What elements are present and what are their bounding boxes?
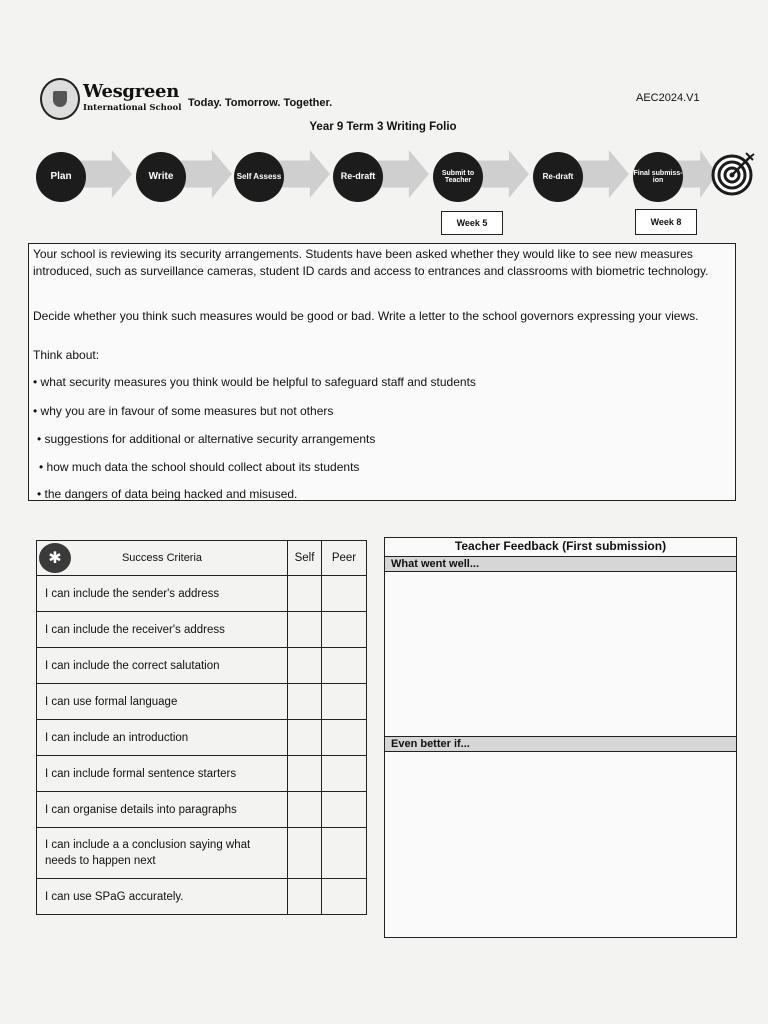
table-row <box>37 756 367 792</box>
peer-check-cell[interactable] <box>322 720 367 756</box>
criterion-label: I can organise details into paragraphs <box>37 792 288 828</box>
puzzle-icon: ✱ <box>39 543 71 573</box>
success-criteria-table <box>36 540 367 915</box>
school-tagline: Today. Tomorrow. Together. <box>188 97 333 109</box>
self-check-cell[interactable] <box>288 879 322 915</box>
teacher-feedback-panel <box>384 537 737 938</box>
self-check-cell[interactable] <box>288 648 322 684</box>
criterion-label: I can include a a conclusion saying what needs to happen next <box>37 828 288 879</box>
step-re-draft-second: Re-draft <box>533 152 583 202</box>
feedback-title: Teacher Feedback (First submission) <box>454 539 667 553</box>
task-bullet: • the dangers of data being hacked and misused. <box>37 487 298 501</box>
step-final-submission: Final submiss-ion <box>633 152 683 202</box>
peer-check-cell[interactable] <box>322 576 367 612</box>
step-write: Write <box>136 152 186 202</box>
criterion-label: I can include the correct salutation <box>37 648 288 684</box>
self-check-cell[interactable] <box>288 684 322 720</box>
table-row <box>37 792 367 828</box>
task-bullet: • what security measures you think would be helpful to safeguard staff and students <box>33 375 476 389</box>
week-5-label: Week 5 <box>441 211 503 235</box>
success-criteria-header: ✱ Success Criteria <box>37 541 288 576</box>
self-check-cell[interactable] <box>288 828 322 879</box>
week-8-label: Week 8 <box>635 209 697 235</box>
even-better-if-area[interactable] <box>385 752 736 936</box>
self-check-cell[interactable] <box>288 576 322 612</box>
table-row <box>37 879 367 915</box>
step-plan: Plan <box>36 152 86 202</box>
step-submit-to-teacher: Submit to Teacher <box>433 152 483 202</box>
task-bullet: • suggestions for additional or alternative security arrangements <box>37 432 376 446</box>
criterion-label: I can include an introduction <box>37 720 288 756</box>
school-subtitle: International School <box>83 103 182 113</box>
self-check-cell[interactable] <box>288 720 322 756</box>
criterion-label: I can use formal language <box>37 684 288 720</box>
table-row <box>37 684 367 720</box>
self-column-header: Self <box>288 541 322 576</box>
table-row <box>37 720 367 756</box>
self-check-cell[interactable] <box>288 792 322 828</box>
criterion-label: I can include formal sentence starters <box>37 756 288 792</box>
what-went-well-area[interactable] <box>385 572 736 735</box>
criterion-label: I can include the sender's address <box>37 576 288 612</box>
table-row <box>37 576 367 612</box>
task-description <box>28 243 736 501</box>
criterion-label: I can include the receiver's address <box>37 612 288 648</box>
what-went-well-label: What went well... <box>385 556 736 572</box>
think-about-label: Think about: <box>33 348 100 362</box>
table-row <box>37 648 367 684</box>
peer-check-cell[interactable] <box>322 612 367 648</box>
task-paragraph-1: Your school is reviewing its security arrangements. Students have been asked whether they would like to see new measures introduced, such as surveillance cameras, student ID cards and access to entrances and classrooms with biometric technology. <box>33 247 709 279</box>
target-icon <box>710 150 756 196</box>
peer-check-cell[interactable] <box>322 648 367 684</box>
even-better-if-label: Even better if... <box>385 736 736 752</box>
peer-check-cell[interactable] <box>322 792 367 828</box>
peer-check-cell[interactable] <box>322 828 367 879</box>
school-name: Wesgreen <box>83 81 179 102</box>
self-check-cell[interactable] <box>288 756 322 792</box>
criterion-label: I can use SPaG accurately. <box>37 879 288 915</box>
peer-check-cell[interactable] <box>322 756 367 792</box>
peer-check-cell[interactable] <box>322 684 367 720</box>
table-row <box>37 828 367 879</box>
task-paragraph-2: Decide whether you think such measures would be good or bad. Write a letter to the school governors expressing your views. <box>33 309 699 323</box>
self-check-cell[interactable] <box>288 612 322 648</box>
school-logo <box>40 78 180 120</box>
step-re-draft: Re-draft <box>333 152 383 202</box>
school-crest-icon <box>40 78 80 120</box>
document-code: AEC2024.V1 <box>636 92 700 104</box>
step-self-assess: Self Assess <box>234 152 284 202</box>
peer-check-cell[interactable] <box>322 879 367 915</box>
task-bullet: • how much data the school should collect about its students <box>39 460 360 474</box>
page-title: Year 9 Term 3 Writing Folio <box>309 121 457 133</box>
task-bullet: • why you are in favour of some measures but not others <box>33 404 334 418</box>
peer-column-header: Peer <box>322 541 367 576</box>
table-row <box>37 612 367 648</box>
